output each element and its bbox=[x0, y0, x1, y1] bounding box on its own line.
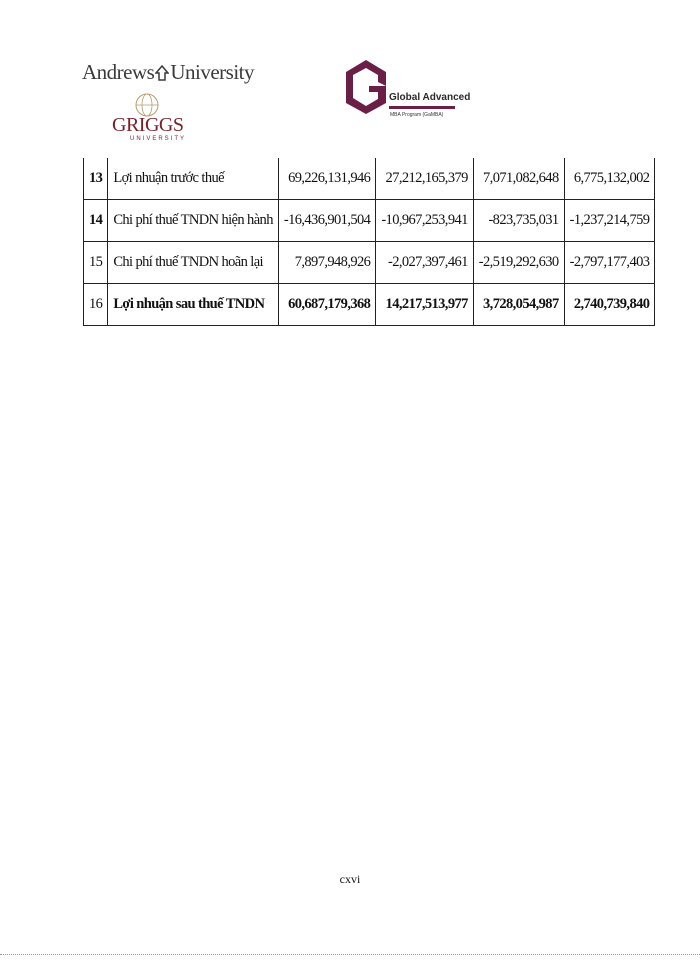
value-cell: 69,226,131,946 bbox=[278, 158, 375, 200]
gamba-title: Global Advanced bbox=[389, 92, 471, 103]
value-cell: 6,775,132,002 bbox=[564, 158, 655, 200]
row-number: 16 bbox=[84, 284, 108, 326]
value-cell: 7,897,948,926 bbox=[278, 242, 375, 284]
table-row bbox=[84, 242, 655, 284]
value-cell: 14,217,513,977 bbox=[376, 284, 473, 326]
gamba-logo-icon bbox=[344, 58, 388, 116]
andrews-logo-right-text: University bbox=[170, 60, 254, 84]
value-cell: -2,519,292,630 bbox=[473, 242, 564, 284]
table-row bbox=[84, 284, 655, 326]
andrews-crest-icon bbox=[155, 65, 169, 81]
value-cell: 3,728,054,987 bbox=[473, 284, 564, 326]
row-label: Lợi nhuận trước thuế bbox=[108, 158, 279, 200]
value-cell: 2,740,739,840 bbox=[564, 284, 655, 326]
andrews-logo-left-text: Andrews bbox=[82, 60, 155, 84]
value-cell: -2,027,397,461 bbox=[376, 242, 473, 284]
page-bottom-divider bbox=[0, 954, 700, 955]
table-row bbox=[84, 200, 655, 242]
value-cell: 60,687,179,368 bbox=[278, 284, 375, 326]
griggs-university-logo bbox=[112, 92, 187, 154]
page-number: cxvi bbox=[339, 872, 361, 886]
value-cell: -823,735,031 bbox=[473, 200, 564, 242]
financial-table bbox=[83, 158, 655, 326]
griggs-logo-text: GRIGGS bbox=[112, 114, 184, 136]
value-cell: 27,212,165,379 bbox=[376, 158, 473, 200]
row-number: 15 bbox=[84, 242, 108, 284]
value-cell: -16,436,901,504 bbox=[278, 200, 375, 242]
value-cell: -10,967,253,941 bbox=[376, 200, 473, 242]
row-label: Chi phí thuế TNDN hoãn lại bbox=[108, 242, 279, 284]
row-label: Chi phí thuế TNDN hiện hành bbox=[108, 200, 279, 242]
griggs-logo-subtext: UNIVERSITY bbox=[130, 136, 187, 142]
gamba-subtitle: MBA Program (GaMBA) bbox=[390, 112, 444, 118]
andrews-university-logo bbox=[82, 60, 254, 85]
table-row bbox=[84, 158, 655, 200]
gamba-divider bbox=[389, 106, 455, 109]
header-logos bbox=[0, 0, 700, 160]
row-number: 14 bbox=[84, 200, 108, 242]
value-cell: 7,071,082,648 bbox=[473, 158, 564, 200]
value-cell: -1,237,214,759 bbox=[564, 200, 655, 242]
value-cell: -2,797,177,403 bbox=[564, 242, 655, 284]
row-label: Lợi nhuận sau thuế TNDN bbox=[108, 284, 279, 326]
row-number: 13 bbox=[84, 158, 108, 200]
